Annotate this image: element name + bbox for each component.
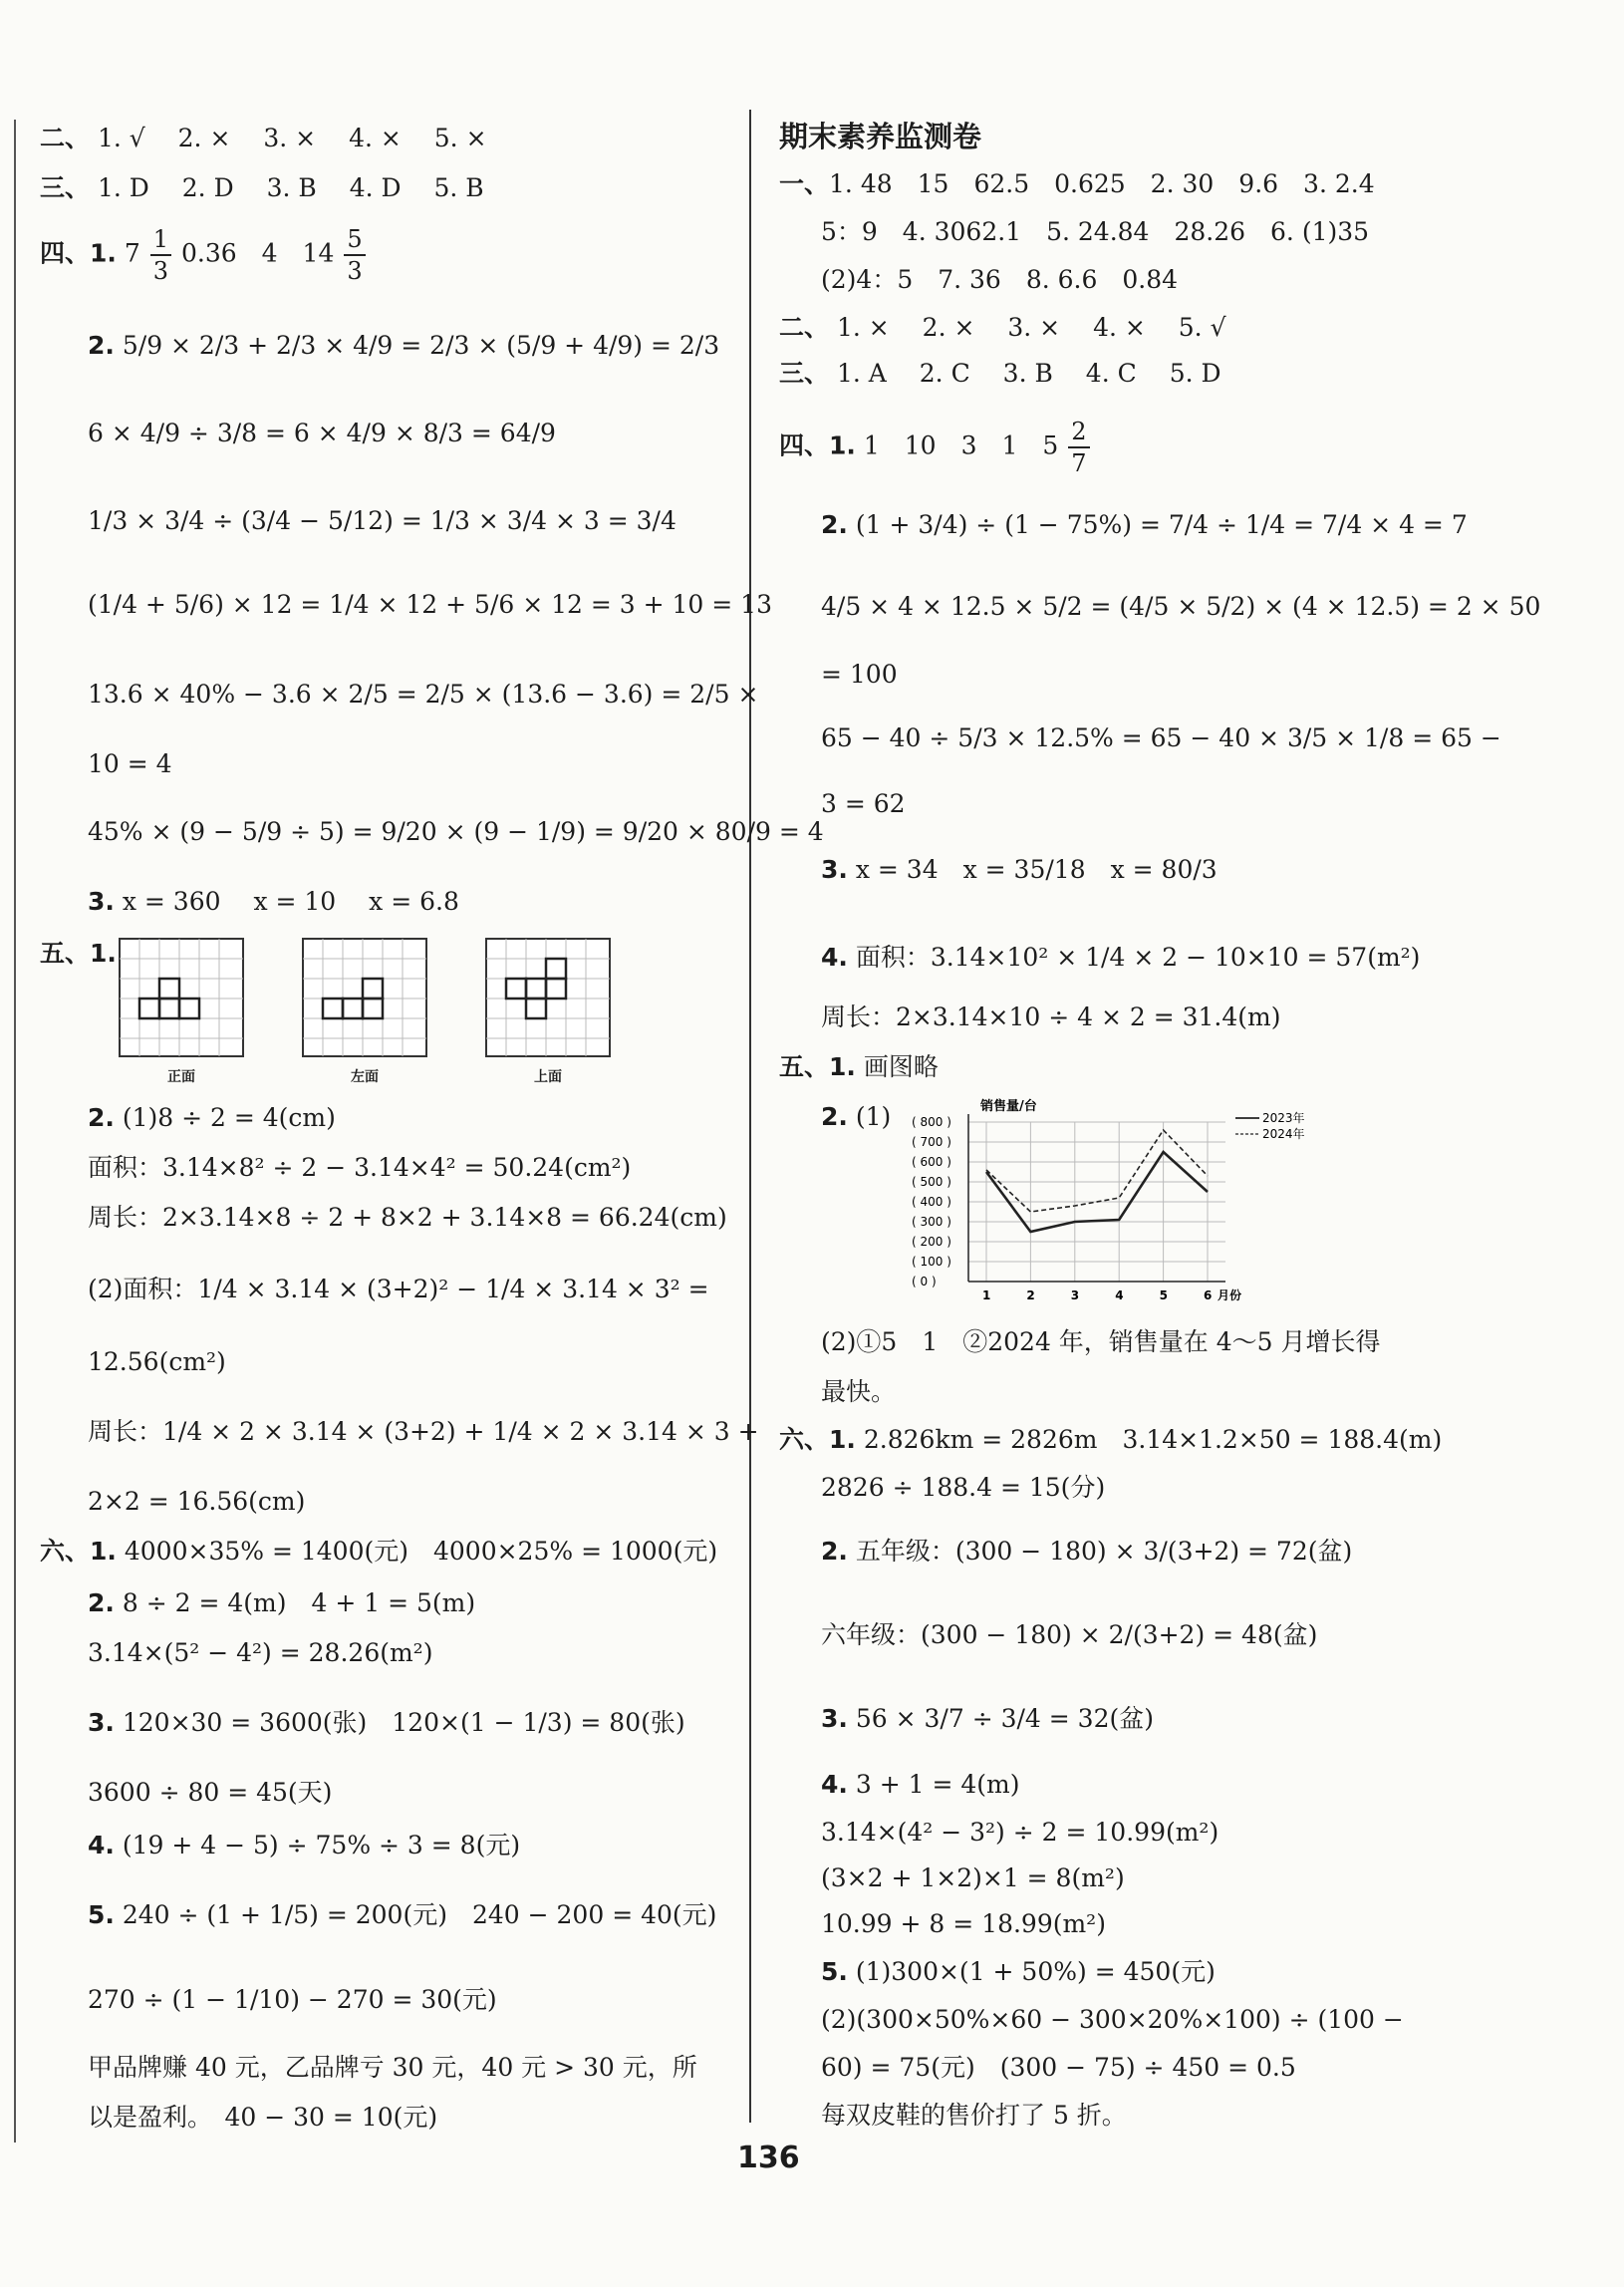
section-4-q2-line5: 13.6 × 40% − 3.6 × 2/5 = 2/5 × (13.6 − 3.6) = 2/5 × xyxy=(88,680,759,709)
r-section-4-q3: 3. x = 34 x = 35/18 x = 80/3 xyxy=(821,855,1218,884)
section-5-q2-line6: 周长：1/4 × 2 × 3.14 × (3+2) + 1/4 × 2 × 3.14 × 3 + xyxy=(88,1417,759,1446)
r-section-4-q2-line5: 3 = 62 xyxy=(821,789,906,818)
section-4-q2-line6: 10 = 4 xyxy=(88,749,172,778)
legend-label: 2024年 xyxy=(1262,1127,1305,1141)
y-tick-label: ( 600 ) xyxy=(912,1155,951,1169)
section-4-q2-line7: 45% × (9 − 5/9 ÷ 5) = 9/20 × (9 − 1/9) = 9/20 × 80/9 = 4 xyxy=(88,817,824,846)
fraction: $\frac{2}{7}$ xyxy=(1068,417,1089,478)
r-section-4-q2-line1: 2. (1 + 3/4) ÷ (1 − 75%) = 7/4 ÷ 1/4 = 7/4 × 4 = 7 xyxy=(821,510,1468,539)
section-6-q5-line1: 5. 240 ÷ (1 + 1/5) = 200(元) 240 − 200 = 40(元) xyxy=(88,1900,717,1929)
section-4-q2-line2: 6 × 4/9 ÷ 3/8 = 6 × 4/9 × 8/3 = 64/9 xyxy=(88,419,556,447)
section-5-q1: 五、1. xyxy=(40,939,117,968)
fraction: $\frac{5}{3}$ xyxy=(344,224,365,286)
y-tick-label: ( 400 ) xyxy=(912,1195,951,1209)
x-tick-label: 4 xyxy=(1115,1288,1124,1302)
r-section-4-q2-line2: 4/5 × 4 × 12.5 × 5/2 = (4/5 × 5/2) × (4 × 12.5) = 2 × 50 xyxy=(821,592,1541,621)
section-3-answers: 三、 1. D 2. D 3. B 4. D 5. B xyxy=(40,173,484,202)
x-tick-label: 3 xyxy=(1070,1288,1080,1302)
r-section-3-answers: 三、 1. A 2. C 3. B 4. C 5. D xyxy=(779,359,1221,388)
r-section-6-q2-line1: 2. 五年级：(300 − 180) × 3/(3+2) = 72(盆) xyxy=(821,1537,1353,1566)
series-line-2023年 xyxy=(986,1152,1208,1232)
section-4-q2-line4: (1/4 + 5/6) × 12 = 1/4 × 12 + 5/6 × 12 = 3 + 10 = 13 xyxy=(88,590,772,619)
top-view-grid xyxy=(484,937,614,1061)
x-tick-label: 6 xyxy=(1204,1288,1213,1302)
y-tick-label: ( 0 ) xyxy=(912,1275,937,1288)
section-5-q2-line3: 周长：2×3.14×8 ÷ 2 + 8×2 + 3.14×8 = 66.24(cm) xyxy=(88,1203,727,1232)
section-6-q1: 六、1. 4000×35% = 1400(元) 4000×25% = 1000(元) xyxy=(40,1537,718,1566)
fraction: $\frac{1}{3}$ xyxy=(150,224,171,286)
r-section-6-q5-line1: 5. (1)300×(1 + 50%) = 450(元) xyxy=(821,1957,1216,1986)
r-section-4-q4-line2: 周长：2×3.14×10 ÷ 4 × 2 = 31.4(m) xyxy=(821,1002,1281,1031)
section-5-q2-line4: (2)面积：1/4 × 3.14 × (3+2)² − 1/4 × 3.14 × 3² = xyxy=(88,1275,709,1303)
r-section-1-line3: (2)4：5 7. 36 8. 6.6 0.84 xyxy=(821,265,1179,294)
y-tick-label: ( 500 ) xyxy=(912,1175,951,1189)
r-section-6-q1-line2: 2826 ÷ 188.4 = 15(分) xyxy=(821,1473,1106,1502)
view-caption-front: 正面 xyxy=(167,1069,195,1085)
section-2-answers: 二、 1. √ 2. × 3. × 4. × 5. × xyxy=(40,124,487,152)
y-tick-label: ( 700 ) xyxy=(912,1135,951,1149)
section-4-q3: 3. x = 360 x = 10 x = 6.8 xyxy=(88,887,459,916)
y-tick-label: ( 200 ) xyxy=(912,1235,951,1249)
sales-line-chart xyxy=(907,1094,1305,1318)
section-4-q2-line1: 2. 5/9 × 2/3 + 2/3 × 4/9 = 2/3 × (5/9 + 4/9) = 2/3 xyxy=(88,331,720,360)
r-section-4-q1: 四、1. 1 10 3 1 5 $\frac{2}{7}$ xyxy=(779,417,1092,478)
left-view-grid xyxy=(301,937,430,1061)
r-section-6-q5-line4: 每双皮鞋的售价打了 5 折。 xyxy=(821,2101,1127,2130)
x-tick-label: 1 xyxy=(982,1288,991,1302)
section-5-q2-line1: 2. (1)8 ÷ 2 = 4(cm) xyxy=(88,1103,336,1132)
section-6-q5-line2: 270 ÷ (1 − 1/10) − 270 = 30(元) xyxy=(88,1985,497,2014)
x-tick-label: 2 xyxy=(1026,1288,1035,1302)
section-5-q2-line2: 面积：3.14×8² ÷ 2 − 3.14×4² = 50.24(cm²) xyxy=(88,1153,632,1182)
front-view-grid xyxy=(118,937,247,1061)
r-section-5-q2-line3: 最快。 xyxy=(821,1377,897,1406)
exam-title: 期末素养监测卷 xyxy=(779,120,982,153)
r-section-6-q1-line1: 六、1. 2.826km = 2826m 3.14×1.2×50 = 188.4(m) xyxy=(779,1425,1443,1454)
section-4-q2-line3: 1/3 × 3/4 ÷ (3/4 − 5/12) = 1/3 × 3/4 × 3 = 3/4 xyxy=(88,506,677,535)
r-section-6-q2-line2: 六年级：(300 − 180) × 2/(3+2) = 48(盆) xyxy=(821,1620,1318,1649)
r-section-6-q4-line1: 4. 3 + 1 = 4(m) xyxy=(821,1770,1020,1799)
r-section-2-answers: 二、 1. × 2. × 3. × 4. × 5. √ xyxy=(779,313,1226,342)
section-6-q3-line1: 3. 120×30 = 3600(张) 120×(1 − 1/3) = 80(张) xyxy=(88,1708,685,1737)
view-caption-left: 左面 xyxy=(351,1069,379,1085)
r-section-6-q4-line3: (3×2 + 1×2)×1 = 8(m²) xyxy=(821,1863,1125,1892)
section-5-q2-line5: 12.56(cm²) xyxy=(88,1347,226,1376)
section-5-q2-line7: 2×2 = 16.56(cm) xyxy=(88,1487,306,1516)
section-6-q2-line2: 3.14×(5² − 4²) = 28.26(m²) xyxy=(88,1638,433,1667)
page-number: 136 xyxy=(737,2141,800,2175)
section-6-q5-line4: 以是盈利。 40 − 30 = 10(元) xyxy=(88,2103,438,2132)
y-tick-label: ( 100 ) xyxy=(912,1255,951,1269)
r-section-4-q4-line1: 4. 面积：3.14×10² × 1/4 × 2 − 10×10 = 57(m²) xyxy=(821,943,1421,972)
x-axis-label: 月份 xyxy=(1218,1288,1242,1302)
section-6-q5-line3: 甲品牌赚 40 元，乙品牌亏 30 元，40 元 > 30 元，所 xyxy=(88,2053,697,2082)
chart-legend xyxy=(1235,1110,1305,1141)
section-6-q4: 4. (19 + 4 − 5) ÷ 75% ÷ 3 = 8(元) xyxy=(88,1831,521,1859)
x-tick-label: 5 xyxy=(1159,1288,1168,1302)
r-section-6-q4-line4: 10.99 + 8 = 18.99(m²) xyxy=(821,1909,1106,1938)
column-divider xyxy=(749,110,751,2123)
y-tick-label: ( 300 ) xyxy=(912,1215,951,1229)
r-section-5-q2-line2: (2)①5 1 ②2024 年，销售量在 4～5 月增长得 xyxy=(821,1327,1381,1356)
r-section-6-q3: 3. 56 × 3/7 ÷ 3/4 = 32(盆) xyxy=(821,1704,1154,1733)
r-section-6-q4-line2: 3.14×(4² − 3²) ÷ 2 = 10.99(m²) xyxy=(821,1818,1219,1847)
r-section-1-line1: 一、1. 48 15 62.5 0.625 2. 30 9.6 3. 2.4 xyxy=(779,169,1375,198)
r-section-5-q2-line1: 2. (1) xyxy=(821,1102,892,1131)
section-4-q1: 四、1. 7 $\frac{1}{3}$ 0.36 4 14 $\frac{5}{3}$ xyxy=(40,224,368,286)
r-section-5-q1: 五、1. 画图略 xyxy=(779,1052,939,1081)
section-6-q3-line2: 3600 ÷ 80 = 45(天) xyxy=(88,1778,333,1807)
section-6-q2-line1: 2. 8 ÷ 2 = 4(m) 4 + 1 = 5(m) xyxy=(88,1588,476,1617)
chart-ylabel: 销售量/台 xyxy=(980,1099,1037,1114)
y-tick-label: ( 800 ) xyxy=(912,1115,951,1129)
r-section-4-q2-line3: = 100 xyxy=(821,660,898,689)
r-section-6-q5-line3: 60) = 75(元) (300 − 75) ÷ 450 = 0.5 xyxy=(821,2053,1296,2082)
chart-lines xyxy=(986,1130,1208,1232)
r-section-4-q2-line4: 65 − 40 ÷ 5/3 × 12.5% = 65 − 40 × 3/5 × 1/8 = 65 − xyxy=(821,723,1501,752)
r-section-1-line2: 5：9 4. 3062.1 5. 24.84 28.26 6. (1)35 xyxy=(821,217,1370,246)
legend-label: 2023年 xyxy=(1262,1111,1305,1125)
r-section-6-q5-line2: (2)(300×50%×60 − 300×20%×100) ÷ (100 − xyxy=(821,2005,1404,2034)
margin-line xyxy=(14,120,16,2143)
view-caption-top: 上面 xyxy=(534,1069,562,1085)
